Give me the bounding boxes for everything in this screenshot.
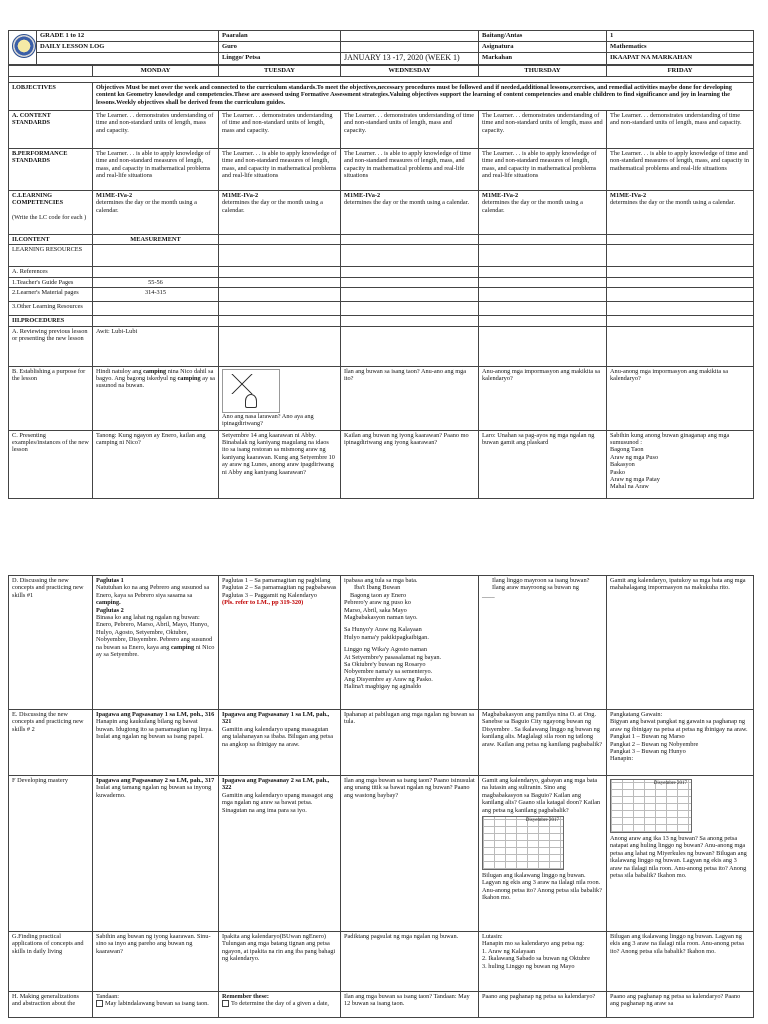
checkbox-icon (222, 1000, 229, 1007)
c-tue: Setyembre 14 ang kaarawan ni Abby. Binabalak ng kaniyang magulang na idaos ito sa isang restoran sa mismong araw ng kaniyang kaarawan. Kung ang Setyembre 10 ay araw ng Lunes, anong araw ipagdiriwang ni Abby ang kaniyang kaarawan? (219, 430, 341, 498)
day-thursday: THURSDAY (479, 66, 607, 77)
content-std-wed: The Learner. . . demonstrates understanding of time and non-standard units of length, mass and capacity. (341, 111, 479, 149)
f-wed: Ilan ang mga buwan sa isang taon? Paano isinusulat ang unang titik sa bawat ngalan ng buwan? Paano ang wastong baybay? (341, 776, 479, 932)
h-wed: Ilan ang mga buwan sa isang taon? Tandaan: May 12 buwan sa isang taon. (341, 992, 479, 1018)
guro-label: Guro (219, 42, 341, 53)
linggo-label: Linggo/ Petsa (219, 53, 341, 65)
lm-label: 2.Learner's Material pages (9, 288, 93, 302)
baitang-value: 1 (607, 31, 754, 42)
day-wednesday: WEDNESDAY (341, 66, 479, 77)
day-tuesday: TUESDAY (219, 66, 341, 77)
lc-wed: M1ME-IVa-2 determines the day or the month using a calendar. (341, 191, 479, 235)
g-tue: Ipakita ang kalendaryo(BUwan ngEnero) Tulungan ang mga batang tignan ang petsa ngayon, at ipakita na rin ang iba pang bahagi ng kalendaryo. (219, 932, 341, 992)
grade-label: GRADE 1 to 12 (37, 31, 219, 42)
perf-std-tue: The Learner. . . is able to apply knowledge of time and non-standard measures of length, mass, and capacity in mathematical problems and real-life situations (219, 149, 341, 191)
b-wed: Ilan ang buwan sa isang taon? Anu-ano ang mga ito? (341, 366, 479, 430)
lm-value: 314-315 (93, 288, 219, 302)
h-tue: Remember these: To determine the day of a given a date, (219, 992, 341, 1018)
f-label: F Developing mastery (9, 776, 93, 932)
a-mon: Awit: Lubi-Lubi (93, 326, 219, 366)
e-label: E. Discussing the new concepts and practicing new skills # 2 (9, 710, 93, 776)
objectives-text: Objectives Must be met over the week and connected to the curriculum standards.To meet the objectives,necessary procedures must be followed and if needed,additional lessons,exercises, and remedial activities maybe done for developing content kn Geometry knowledge and competencies.These are assessed using Formative Assessment strategies.Valuing objectives support the learning of content competencies and enable children to find significance and joy in learning the lessons.Weekly objectives shall be derived from the curriculum guides. (93, 83, 754, 111)
lc-note: (Write the LC code for each ) (12, 214, 87, 222)
content-label: II.CONTENT (9, 235, 93, 245)
asignatura-value: Mathematics (607, 42, 754, 53)
h-mon: Tandaan: May labindalawang buwan sa isang taon. (93, 992, 219, 1018)
content-std-tue: The Learner. . . demonstrates understanding of time and non-standard units of length, mass and capacity. (219, 111, 341, 149)
lm-page-reference: (Pls. refer to LM., pp 319-320) (222, 599, 304, 607)
g-wed: Padiktang pagsulat ng mga ngalan ng buwan. (341, 932, 479, 992)
d-wed: ipabasa ang tula sa mga bata. Iba't Ibang Buwan Bagong taon ay Enero Pebrero'y araw ng puso ko Marso, Abril, saka Mayo Magbabakasyon naman tayo. Sa Hunyo'y Araw ng Kalayaan Hulyo nama'y pakikipagkaibigan. Linggo ng Wika'y Agosto naman At Setyembre'y pasasalamat ng bayan. Sa Oktubre'y buwan ng Rosaryo Nobyembre nama'y sa sementeryo. Ang Disyembre ay Araw ng Pasko. Halina't magbigay ng aginaldo (341, 576, 479, 710)
lc-thu: M1ME-IVa-2 determines the day or the month using a calendar. (479, 191, 607, 235)
perf-std-wed: The Learner. . . is able to apply knowledge of time and non-standard measures of length, mass, and capacity in mathematical problems and real-life situations (341, 149, 479, 191)
perf-std-mon: The Learner. . . is able to apply knowledge of time and non-standard measures of length, mass, and capacity in mathematical problems and real-life situations (93, 149, 219, 191)
content-std-mon: The Learner. . . demonstrates understanding of time and non-standard units of length, mass and capacity. (93, 111, 219, 149)
objectives-label: I.OBJECTIVES (9, 83, 93, 111)
ref-label: A. References (9, 267, 93, 277)
lesson-log-page-1 (8, 30, 753, 499)
proc-label: III.PROCEDURES (9, 316, 93, 326)
lc-tue: M1ME-IVa-2 determines the day or the month using a calendar. (219, 191, 341, 235)
a-label: A. Reviewing previous lesson or presenting the new lesson (9, 326, 93, 366)
lesson-log-page-2 (8, 575, 753, 1018)
d-label: D. Discussing the new concepts and practicing new skills #1 (9, 576, 93, 710)
content-value: MEASUREMENT (93, 235, 219, 245)
b-mon: Hindi natuloy ang camping nina Nico dahil sa bagyo. Ang bagong iskedyul ng camping ay sa susunod na buwan. (93, 366, 219, 430)
c-thu: Laro: Unahan sa pag-ayos ng mga ngalan ng buwan gamit ang plaskard (479, 430, 607, 498)
h-label: H. Making generalizations and abstraction about the (9, 992, 93, 1018)
other-label: 3.Other Learning Resources (9, 302, 93, 316)
lc-fri: M1ME-IVa-2 determines the day or the month using a calendar. (607, 191, 754, 235)
calendar-image: Disyembre 2017 (610, 779, 692, 833)
h-thu: Paano ang paghanap ng petsa sa kalendaryo? (479, 992, 607, 1018)
day-friday: FRIDAY (607, 66, 754, 77)
f-fri: Disyembre 2017 Anong araw ang ika 13 ng buwan? Sa anong petsa natapat ang huling linggo ng buwan? Anu-anong mga petsa ang lahat ng Miyerkules ng buwan? Bilugan ang ikalawang linggo ng buwan. Lagyan ng ekis ang 3 araw na ilalagi nila roon. Anu-anong petsa ito? Anong petsa sila babalik? Ikahon mo. (607, 776, 754, 932)
f-tue: Ipagawa ang Pagsasanay 2 sa LM, pah., 322 Gamitin ang kalendaryo upang masagot ang mga ngalan ng araw sa bawat petsa. Sinagutan na ang ima para sa iyo. (219, 776, 341, 932)
c-fri: Sabihin kung anong buwan ginaganap ang mga sumusunod : Bagong Taon Araw ng mga Puso Bakasyon Pasko Araw ng mga Patay Mahal na Araw (607, 430, 754, 498)
e-fri: Pangkatang Gawain: Bigyan ang bawat pangkat ng gawain sa paghanap ng araw ng ibinigay na petsa at petsa ng ibinigay na araw. Pangkat 1 – Buwan ng Marso Pangkat 2 – Buwan ng Nobyembre Pangkat 3 – Buwan ng Hunyo Hanapin: (607, 710, 754, 776)
b-fri: Anu-anong mga impormasyon ang makikita sa kalendaryo? (607, 366, 754, 430)
e-mon: Ipagawa ang Pagsasanay 1 sa LM, poh., 316 Hanapin ang kaukulang bilang ng bawat buwan. Idugtong ito sa pamamagitan ng linya. Isulat ang ngalan ng buwan sa isang papel. (93, 710, 219, 776)
b-tue: Ano ang nasa larawan? Ano aya ang ipinagdiriwang? (219, 366, 341, 430)
e-wed: Ipahanap at pabilugan ang mga ngalan ng buwan sa tula. (341, 710, 479, 776)
lc-mon: M1ME-IVa-2 determines the day or the month using a calendar. (93, 191, 219, 235)
deped-seal (9, 31, 37, 65)
content-std-label: A. CONTENT STANDARDS (9, 111, 93, 149)
asignatura-label: Asignatura (479, 42, 607, 53)
perf-std-label: B.PERFORMANCE STANDARDS (9, 149, 93, 191)
b-thu: Anu-anong mga impormasyon ang makikita sa kalendaryo? (479, 366, 607, 430)
tg-value: 55-56 (93, 277, 219, 287)
calendar-image: Disyembre 2017 (482, 816, 564, 870)
d-thu: Ilang linggo mayroon sa isang buwan? Ilang araw mayroong sa buwan ng ____ (479, 576, 607, 710)
header-table (8, 30, 754, 65)
log-title: DAILY LESSON LOG (37, 42, 219, 53)
d-mon: Paglutas 1 Natutuhan ko na ang Pebrero ang susunod sa Enero, kaya sa Pebrero siya sasama sa camping. Paglutas 2 Binasa ko ang lahat ng ngalan ng buwan: Enero, Pebrero, Marso, Abril, Mayo, Hunyo, Hulyo, Agosto, Setyembre, Oktubre, Nobyembre, Disyembre. Pebrero ang susunod na buwan sa Enero, kaya ang camping ni Nico ay sa Setyembre. (93, 576, 219, 710)
d-tue: Paglutas 1 – Sa pamamagitan ng pagbilang Paglutas 2 – Sa pamamagitan ng pagbabawas Paglutas 3 – Paggamit ng Kalendaryo (Pls. refer to LM., pp 319-320) (219, 576, 341, 710)
markahan-value: IKAAPAT NA MARKAHAN (607, 53, 754, 65)
g-fri: Bilugan ang ikalawang linggo ng buwan. Lagyan ng ekis ang 3 araw na ilalagi nila roon. Anu-anong petsa ito? Anong petsa sila babalik? Ikahon mo. (607, 932, 754, 992)
markahan-label: Markahan (479, 53, 607, 65)
checkbox-icon (96, 1000, 103, 1007)
lesson-table-top (8, 65, 754, 499)
c-label: C. Presenting examples/instances of the new lesson (9, 430, 93, 498)
week-date: JANUARY 13 -17, 2020 (WEEK 1) (341, 53, 479, 65)
content-std-fri: The Learner. . . demonstrates understanding of time and non-standard units of length, mass and capacity. (607, 111, 754, 149)
b-label: B. Establishing a purpose for the lesson (9, 366, 93, 430)
e-tue: Ipagawa ang Pagsasanay 1 sa LM, pah., 321 Gamitin ang kalendaryo upang masagutan ang talahanayan sa ibaba. Bilugan ang petsa na angkop sa ibinigay na araw. (219, 710, 341, 776)
lc-label-cell: C.LEARNING COMPETENCIES (Write the LC code for each ) (9, 191, 93, 235)
f-thu: Gamit ang kalendaryo, gabayan ang mga bata na lutasin ang suliranin. Sino ang magbabakasyon sa Baguio? Kailan ang kanilang alis? Gaano sila katagal doon? Kailan ang petsa ng kanilang pagbabalik? Disyembre 2017 Bilugan ang ikalawang linggo ng buwan. Lagyan ng ekis ang 3 araw na ilalagi nila roon. Anu-anong petsa ito? Anong petsa sila babalik? Ikahon mo. (479, 776, 607, 932)
d-fri: Gamit ang kalendaryo, ipatukoy sa mga bata ang mga mahahalagang impormasyon na makukuha rito. (607, 576, 754, 710)
e-thu: Magbabakasyon ang pamilya nina O. at Ong. Sanebse sa Baguio City ngayong buwan ng Disyembre . Sa ikalawang linggo ng buwan ng kanilang alis. Maglalagi sila roon ng tatlong araw. Kailan ang petsa ng kanilang pagbabalik? (479, 710, 607, 776)
seal-icon (12, 34, 36, 58)
paaralan-label: Paaralan (219, 31, 341, 42)
perf-std-thu: The Learner. . . is able to apply knowledge of time and non-standard measures of length, mass, and capacity in mathematical problems and real-life situations (479, 149, 607, 191)
tg-label: 1.Teacher's Guide Pages (9, 277, 93, 287)
c-mon: Tanong: Kung ngayon ay Enero, kailan ang camping ni Nico? (93, 430, 219, 498)
celebration-illustration (222, 369, 280, 413)
lesson-table-bottom (8, 575, 754, 1018)
lr-label: LEARNING RESOURCES (9, 245, 93, 267)
f-mon: Ipagawa ang Pagsasanay 2 sa LM, pah., 317 Isulat ang tamang ngalan ng buwan sa inyong kuwaderno. (93, 776, 219, 932)
day-monday: MONDAY (93, 66, 219, 77)
g-thu: Lutasin: Hanapin mo sa kalendaryo ang petsa ng: 1. Araw ng Kalayaan 2. Ikalawang Sabado sa buwan ng Oktubre 3. huling Linggo ng buwan ng Mayo (479, 932, 607, 992)
perf-std-fri: The Learner. . . is able to apply knowledge of time and non-standard measures of length, mass, and capacity in mathematical problems and real-life situations (607, 149, 754, 191)
content-std-thu: The Learner. . . demonstrates understanding of time and non-standard units of length, mass and capacity. (479, 111, 607, 149)
h-fri: Paano ang paghanap ng petsa sa kalendaryo? Paano ang paghanap ng araw sa (607, 992, 754, 1018)
c-wed: Kailan ang buwan ng iyong kaarawan? Paano mo ipinagdiriwang ang iyong kaarawan? (341, 430, 479, 498)
baitang-label: Baitang/Antas (479, 31, 607, 42)
g-label: G.Finding practical applications of concepts and skills in daily living (9, 932, 93, 992)
g-mon: Sabihin ang buwan ng iyong kaarawan. Sinu-sino sa inyo ang pareho ang buwan ng kaarawan? (93, 932, 219, 992)
